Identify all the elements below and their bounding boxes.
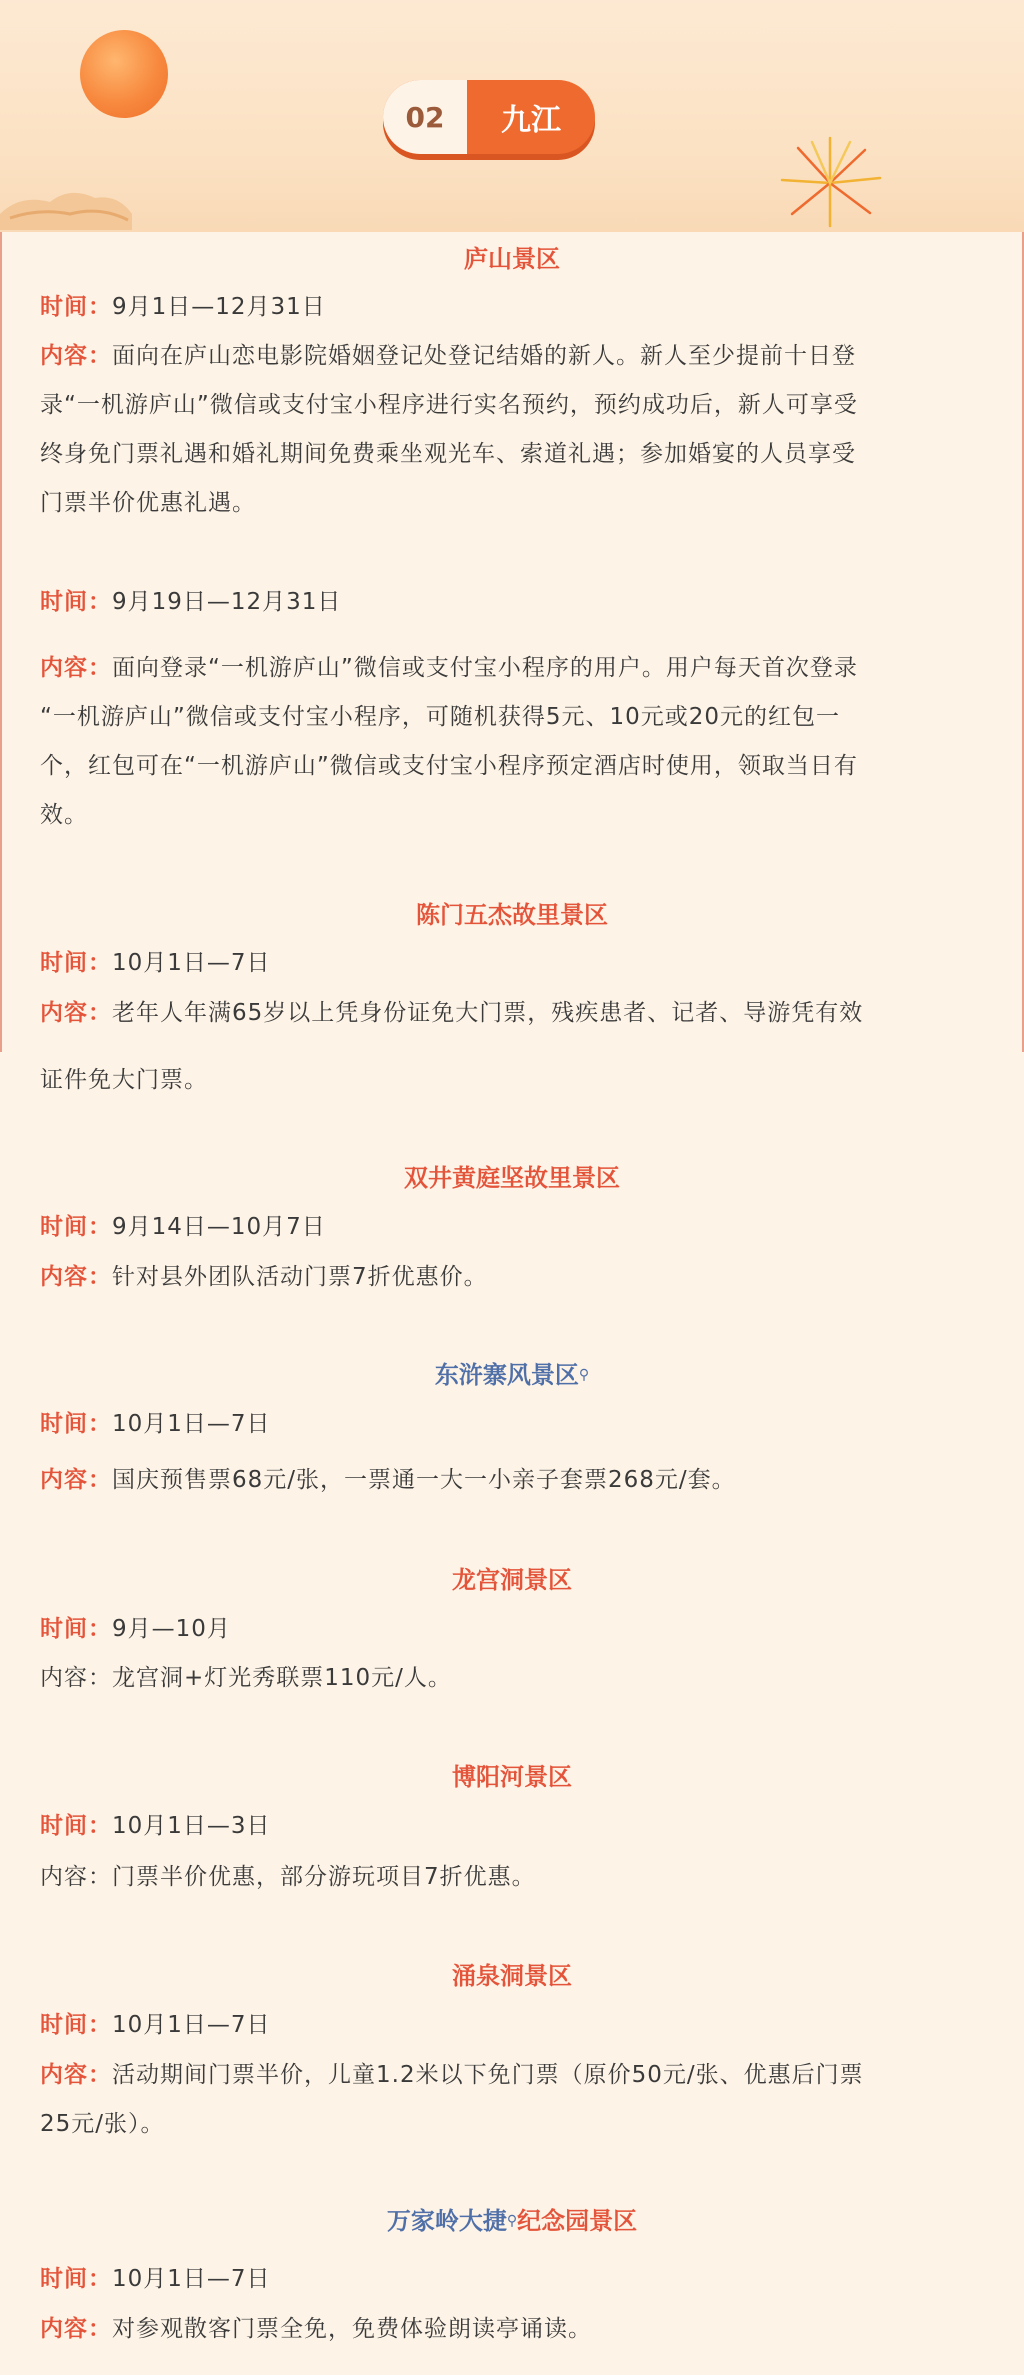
section-badge [383,80,595,154]
time-label: 时间： [40,1214,112,1240]
search-icon[interactable]: ⚲ [506,2213,518,2229]
content-label: 内容： [40,1000,112,1026]
content-value: 面向登录“一机游庐山”微信或支付宝小程序的用户。用户每天首次登录 [112,655,858,681]
content-value: 老年人年满65岁以上凭身份证免大门票，残疾患者、记者、导游凭有效 [112,1000,864,1026]
time-label: 时间： [40,2012,112,2038]
content-label: 内容： [40,1264,112,1290]
time-label: 时间： [40,2266,112,2292]
content-row [40,1853,980,1902]
content-row [40,2305,980,2354]
content-row [40,1253,980,1302]
time-value: 9月—10月 [112,1616,231,1642]
time-label: 时间： [40,589,112,615]
content-row [40,332,980,381]
section-city: 九江 [501,103,561,138]
section-title: 龙宫洞景区 [452,1566,572,1594]
time-value: 10月1日—7日 [112,2266,271,2292]
content-value: 龙宫洞+灯光秀联票110元/人。 [112,1665,452,1691]
search-icon[interactable]: ⚲ [578,1367,590,1383]
sun-decoration [80,30,168,118]
section-title: 涌泉洞景区 [452,1962,572,1990]
time-label: 时间： [40,1411,112,1437]
content-label: 内容： [40,2316,112,2342]
time-label: 时间： [40,1813,112,1839]
section-title-text: 万家岭大捷 [386,2207,507,2235]
section-title-text: 东浒寨风景区 [434,1361,579,1389]
content-label: 内容： [40,1864,112,1890]
section-title: 陈门五杰故里景区 [416,901,608,929]
content-label: 内容： [40,1467,112,1493]
time-label: 时间： [40,294,112,320]
section-number: 02 [383,80,467,154]
content-continuation: “一机游庐山”微信或支付宝小程序，可随机获得5元、10元或20元的红包一 [40,704,840,730]
time-row [40,1400,980,1449]
section-title [0,2205,1024,2237]
time-value: 9月1日—12月31日 [112,294,326,320]
time-row [40,939,980,988]
time-label: 时间： [40,950,112,976]
section-title: 庐山景区 [464,245,560,273]
cloud-decoration [0,184,140,230]
header-banner [0,0,1024,232]
content-value: 国庆预售票68元/张，一票通一大一小亲子套票268元/套。 [112,1467,736,1493]
content-label: 内容： [40,655,112,681]
time-row [40,1605,980,1654]
time-row [40,283,980,332]
content-continuation: 证件免大门票。 [40,1067,208,1093]
section-title: 博阳河景区 [452,1763,572,1791]
time-value: 10月1日—7日 [112,1411,271,1437]
firework-icon [770,128,890,228]
content-row [40,989,980,1038]
content-row [40,644,980,693]
time-value: 10月1日—7日 [112,2012,271,2038]
time-value: 9月14日—10月7日 [112,1214,326,1240]
content-continuation: 效。 [40,802,88,828]
content-value: 对参观散客门票全免，免费体验朗读亭诵读。 [112,2316,592,2342]
content-value: 门票半价优惠，部分游玩项目7折优惠。 [112,1864,536,1890]
time-row [40,1203,980,1252]
content-label: 内容： [40,1665,112,1691]
section-title: 双井黄庭坚故里景区 [404,1164,620,1192]
time-row [40,578,980,627]
content-continuation: 终身免门票礼遇和婚礼期间免费乘坐观光车、索道礼遇；参加婚宴的人员享受 [40,441,856,467]
content-row [40,1456,980,1505]
time-value: 10月1日—3日 [112,1813,271,1839]
content-label: 内容： [40,343,112,369]
content-continuation: 录“一机游庐山”微信或支付宝小程序进行实名预约，预约成功后，新人可享受 [40,392,858,418]
time-row [40,1802,980,1851]
time-row [40,2001,980,2050]
content-continuation: 门票半价优惠礼遇。 [40,490,256,516]
content-value: 针对县外团队活动门票7折优惠价。 [112,1264,488,1290]
content-row [40,2051,980,2100]
content-value: 面向在庐山恋电影院婚姻登记处登记结婚的新人。新人至少提前十日登 [112,343,856,369]
section-title [0,1359,1024,1391]
time-value: 10月1日—7日 [112,950,271,976]
content-continuation: 25元/张）。 [40,2111,165,2137]
time-label: 时间： [40,1616,112,1642]
content-row [40,1654,980,1703]
time-value: 9月19日—12月31日 [112,589,342,615]
content-label: 内容： [40,2062,112,2088]
section-title-text: 纪念园景区 [517,2207,638,2235]
content-value: 活动期间门票半价，儿童1.2米以下免门票（原价50元/张、优惠后门票 [112,2062,864,2088]
content-continuation: 个，红包可在“一机游庐山”微信或支付宝小程序预定酒店时使用，领取当日有 [40,753,858,779]
time-row [40,2255,980,2304]
